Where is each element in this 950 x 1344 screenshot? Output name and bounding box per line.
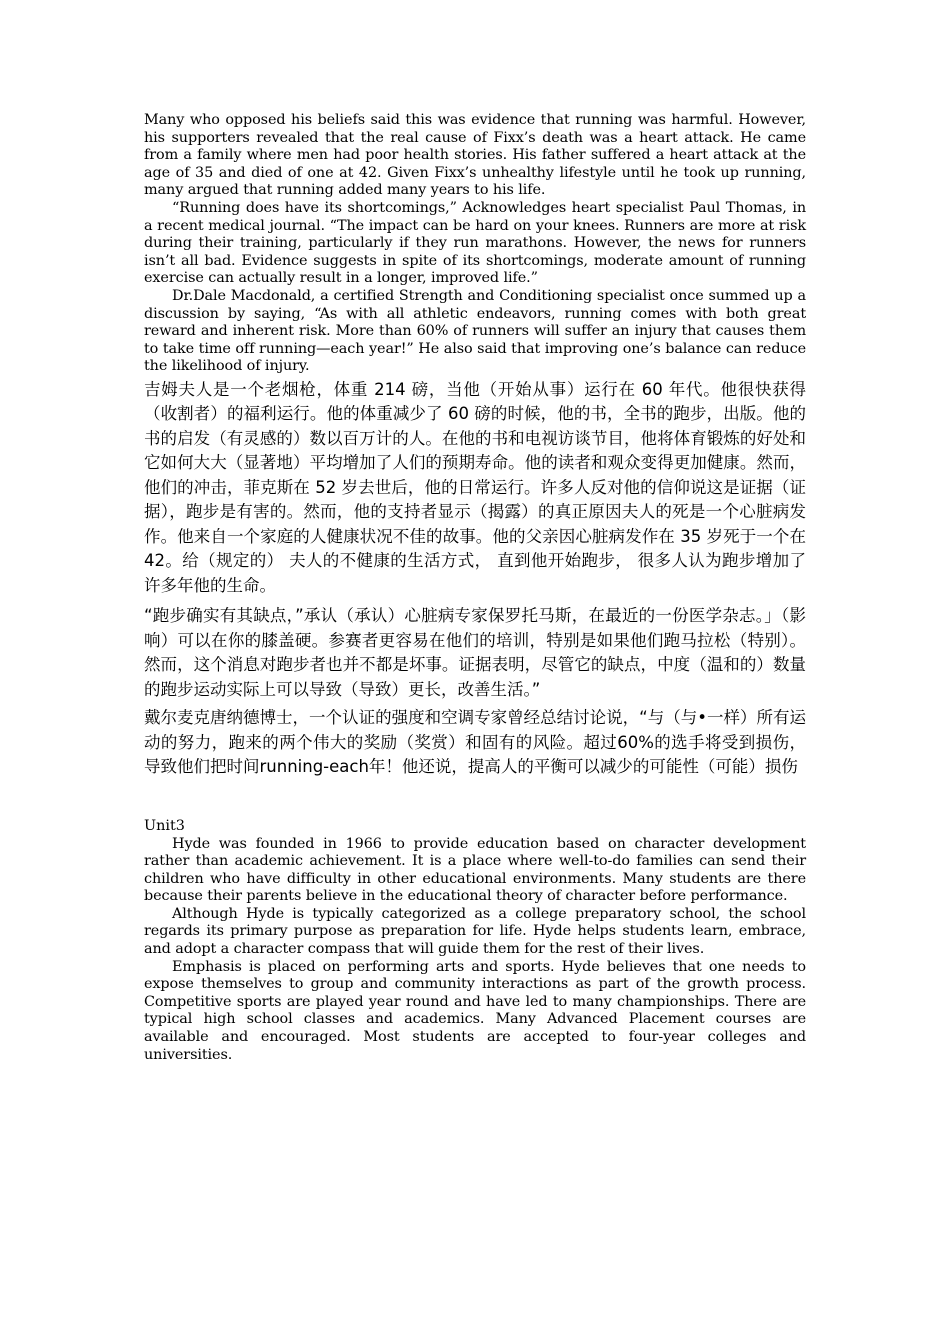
chinese-paragraph-1: 吉姆夫人是一个老烟枪，体重 214 磅，当他（开始从事）运行在 60 年代。他很快获得（收割者）的福利运行。他的体重减少了 60 磅的时候，他的书，全书的跑步，出版。他的书的启发（有灵感的）数以百万计的人。在他的书和电视访谈节目，他将体育锻炼的好处和它如何大大（显著地）平均增加了人们的预期寿命。他的读者和观众变得更加健康。然而，他们的冲击，菲克斯在 52 岁去世后，他的日常运行。许多人反对他的信仰说这是证据（证据），跑步是有害的。然而，他的支持者显示（揭露）的真正原因夫人的死是一个心脏病发作。他来自一个家庭的人健康状况不佳的故事。他的父亲因心脏病发作在 35 岁死于一个在 42。给（规定的） 夫人的不健康的生活方式， 直到他开始跑步， 很多人认为跑步增加了许多年他的生命。 — [144, 379, 806, 595]
document-page — [144, 112, 806, 1064]
chinese-paragraph-2: “跑步确实有其缺点，”承认（承认）心脏病专家保罗托马斯，在最近的一份医学杂志。｣（影响）可以在你的膝盖硬。参赛者更容易在他们的培训，特别是如果他们跑马拉松（特别）。然而，这个消息对跑步者也并不都是坏事。证据表明，尽管它的缺点，中度（温和的）数量的跑步运动实际上可以导致（导致）更长，改善生活。” — [144, 606, 806, 699]
english-paragraph-fixx-death: Many who opposed his beliefs said this was evidence that running was harmful. However, his supporters revealed that the real cause of Fixx’s death was a heart attack. He came from a family where men had poor health stories. His father suffered a heart attack at the age of 35 and died of one at 42. Given Fixx’s unhealthy lifestyle until he took up running, many argued that running added many years to his life. — [144, 112, 806, 199]
english-paragraph-dale-macdonald: Dr.Dale Macdonald, a certified Strength and Conditioning specialist once summed up a discussion by saying, “As with all athletic endeavors, running comes with both great reward and inherent risk. More than 60% of runners will suffer an injury that causes them to take time off running—each year!” He also said that improving one’s balance can reduce the likelihood of injury. — [144, 287, 806, 375]
chinese-paragraph-3: 戴尔麦克唐纳德博士，一个认证的强度和空调专家曾经总结讨论说，“与（与•一样）所有运动的努力，跑来的两个伟大的奖励（奖赏）和固有的风险。超过60%的选手将受到损伤，导致他们把时间running-each年！他还说，提高人的平衡可以减少的可能性（可能）损伤 — [144, 708, 806, 777]
unit3-paragraph-3: Emphasis is placed on performing arts and sports. Hyde believes that one needs to expose themselves to group and community interactions as part of the growth process. Competitive sports are played year round and have led to many championships. There are typical high school classes and academics. Many Advanced Placement courses are available and encouraged. Most students are accepted to four-year colleges and universities. — [144, 958, 806, 1063]
unit3-paragraph-2: Although Hyde is typically categorized as a college preparatory school, the school regards its primary purpose as preparation for life. Hyde helps students learn, embrace, and adopt a character compass that will guide them for the rest of their lives. — [144, 905, 806, 958]
unit3-paragraph-1: Hyde was founded in 1966 to provide education based on character development rather than academic achievement. It is a place where well-to-do families can send their children who have difficulty in other educational environments. Many students are there because their parents believe in the educational theory of character before performance. — [144, 835, 806, 905]
english-paragraph-paul-thomas: “Running does have its shortcomings,” Acknowledges heart specialist Paul Thomas, in a recent medical journal. “The impact can be hard on your knees. Runners are more at risk during their training, particularly if they run marathons. However, the news for runners isn’t all bad. Evidence suggests in spite of its shortcomings, moderate amount of running exercise can actually result in a longer, improved life.” — [144, 199, 806, 287]
unit-heading: Unit3 — [144, 817, 185, 834]
